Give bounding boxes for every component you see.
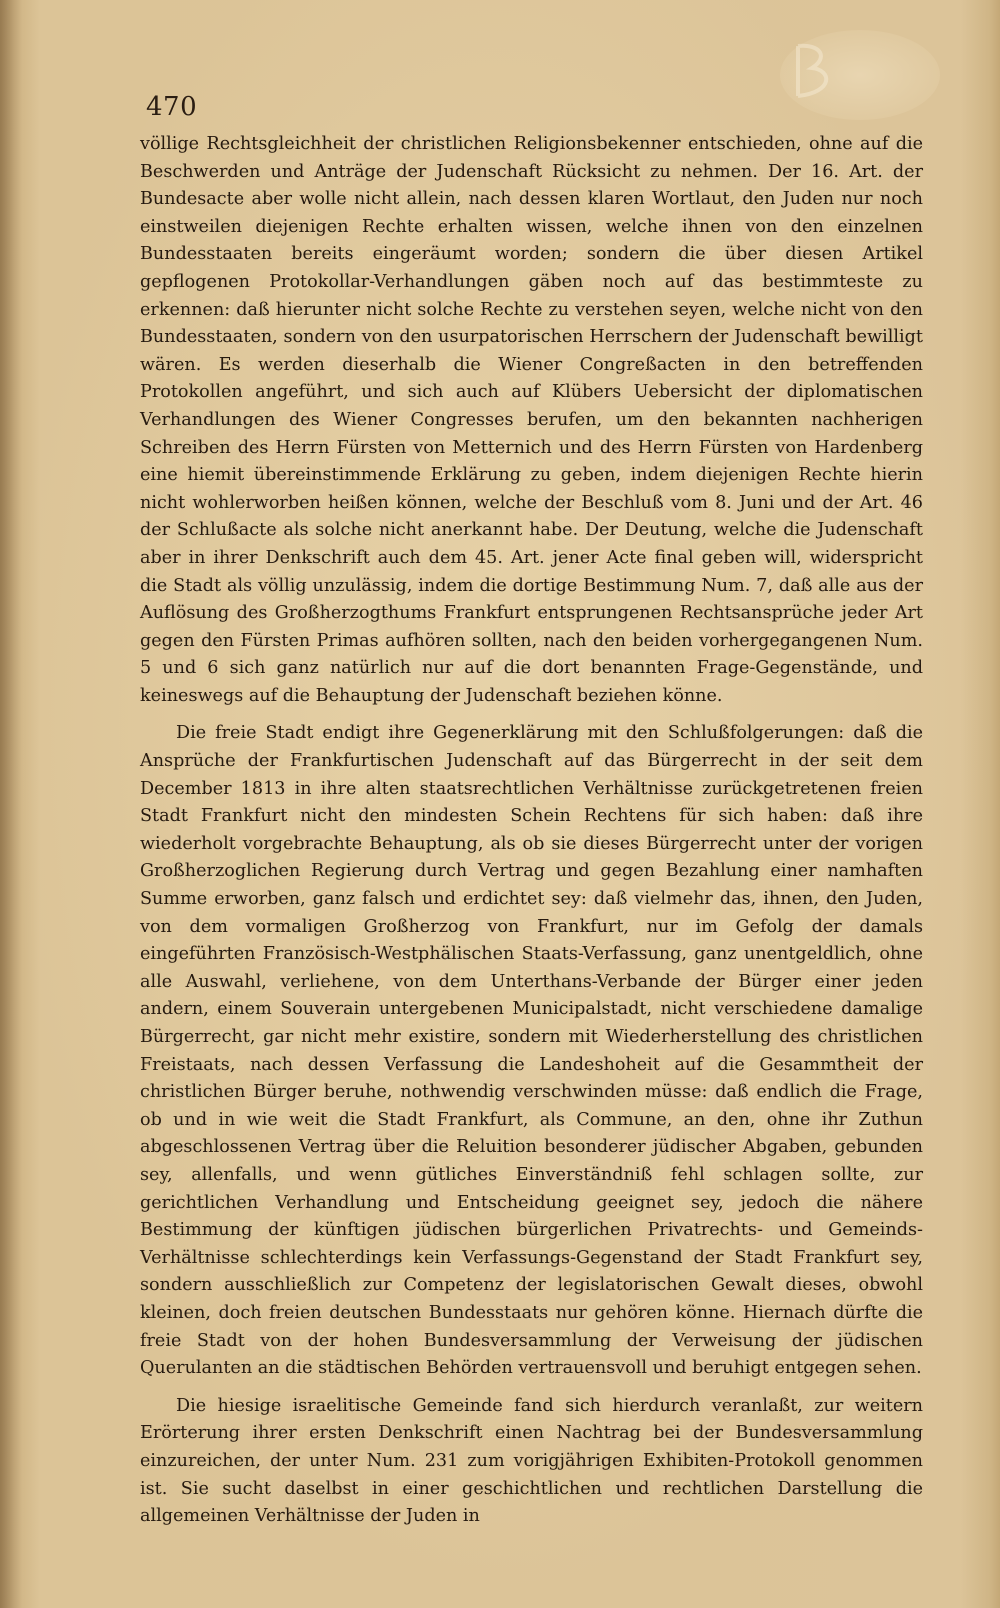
paragraph-3: Die hiesige israelitische Gemeinde fand sich hierdurch veranlaßt, zur weitern Erörterung ihrer ersten Denkschrift einen Nachtrag bei der Bundesversammlung einzureichen, der unter Num. 231 zum vorigjährigen Exhibiten-Protokoll genommen ist. Sie sucht daselbst in einer geschichtlichen und rechtlichen Darstellung die allgemeinen Verhältnisse der Juden in [140,1395,923,1527]
paragraph-1: völlige Rechtsgleichheit der christlichen Religionsbekenner entschieden, ohne auf die Beschwerden und Anträge der Judenschaft Rücksicht zu nehmen. Der 16. Art. der Bundesacte aber wolle nicht allein, nach dessen klaren Wortlaut, den Juden nur noch einstweilen diejenigen Rechte erhalten wissen, welche ihnen von den einzelnen Bundesstaaten bereits eingeräumt worden; sondern die über diesen Artikel gepflogenen Protokollar-Verhandlungen gäben noch auf das bestimmteste zu erkennen: daß hierunter nicht solche Rechte zu verstehen seyen, welche nicht von den Bundesstaaten, sondern von den usurpatorischen Herrschern der Judenschaft bewilligt wären. Es werden dieserhalb die Wiener Congreßacten in den betreffenden Protokollen angeführt, und sich auch auf Klübers Uebersicht der diplomatischen Verhandlungen des Wiener Congresses berufen, um den bekannten nachherigen Schreiben des Herrn Fürsten von Metternich und des Herrn Fürsten von Hardenberg eine hiemit übereinstimmende Erklärung zu geben, indem diejenigen Rechte hierin nicht wohlerworben heißen können, welche der Beschluß vom 8. Juni und der Art. 46 der Schlußacte als solche nicht anerkannt habe. Der Deutung, welche die Judenschaft aber in ihrer Denkschrift auch dem 45. Art. jener Acte final geben will, widerspricht die Stadt als völlig unzulässig, indem die dortige Bestimmung Num. 7, daß alle aus der Auflösung des Großherzogthums Frankfurt entsprungenen Rechtsansprüche jeder Art gegen den Fürsten Primas aufhören sollten, nach den beiden vorhergegangenen Num. 5 und 6 sich ganz natürlich nur auf die dort benannten Frage-Gegenstände, und keineswegs auf die Behauptung der Judenschaft beziehen könne. [140,134,923,706]
library-stamp-icon [788,40,840,102]
paragraph-2: Die freie Stadt endigt ihre Gegenerklärung mit den Schlußfolgerungen: daß die Ansprüche der Frankfurtischen Judenschaft auf das Bürgerrecht in der seit dem December 1813 in ihre alten staatsrechtlichen Verhältnisse zurückgetretenen freien Stadt Frankfurt nicht den mindesten Schein Rechtens für sich haben: daß ihre wiederholt vorgebrachte Behauptung, als ob sie dieses Bürgerrecht unter der vorigen Großherzoglichen Regierung durch Vertrag und gegen Bezahlung einer namhaften Summe erworben, ganz falsch und erdichtet sey: daß vielmehr das, ihnen, den Juden, von dem vormaligen Großherzog von Frankfurt, nur im Gefolg der damals eingeführten Französisch-Westphälischen Staats-Verfassung, ganz unentgeldlich, ohne alle Auswahl, verliehene, von dem Unterthans-Verbande der Bürger einer jeden andern, einem Souverain untergebenen Municipalstadt, nicht verschiedene damalige Bürgerrecht, gar nicht mehr existire, sondern mit Wiederherstellung des christlichen Freistaats, nach dessen Verfassung die Landeshoheit auf die Gesammtheit der christlichen Bürger beruhe, nothwendig verschwinden müsse: daß endlich die Frage, ob und in wie weit die Stadt Frankfurt, als Commune, an den, ohne ihr Zuthun abgeschlossenen Vertrag über die Reluition besonderer jüdischer Abgaben, gebunden sey, allenfalls, und wenn gütliches Einverständniß fehl schlagen sollte, zur gerichtlichen Verhandlung und Entscheidung geeignet sey, jedoch die nähere Bestimmung der künftigen jüdischen bürgerlichen Privatrechts- und Gemeinds-Verhältnisse schlechterdings kein Verfassungs-Gegenstand der Stadt Frankfurt sey, sondern ausschließlich zur Competenz der legislatorischen Gewalt dieses, obwohl kleinen, doch freien deutschen Bundesstaats nur gehören könne. Hiernach dürfte die freie Stadt von der hohen Bundesversammlung der Verweisung der jüdischen Querulanten an die städtischen Behörden vertrauensvoll und beruhigt entgegen sehen. [140,723,923,1379]
spine-shadow [0,0,22,1608]
body-text [140,131,923,1531]
page-number: 470 [146,92,198,122]
